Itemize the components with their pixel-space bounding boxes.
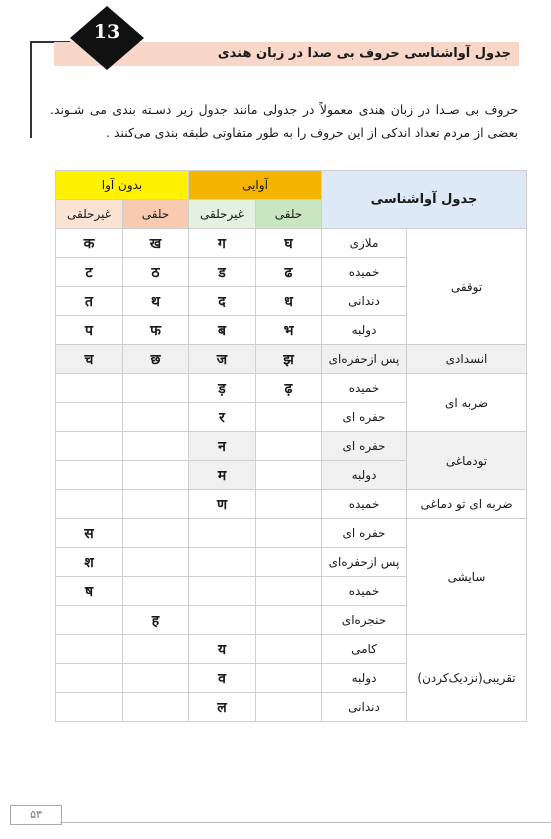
- page-title: جدول آواشناسی حروف بی صدا در زبان هندی: [217, 46, 511, 61]
- letter-cell: [189, 519, 256, 548]
- footer-rule: [60, 822, 551, 823]
- phonetics-table: [55, 170, 527, 722]
- letter-cell: [123, 548, 189, 577]
- place-cell: حنجره‌ای: [322, 606, 407, 635]
- page-number: ۵۳: [30, 808, 42, 821]
- letter-cell: [56, 635, 123, 664]
- letter-cell: र: [189, 403, 256, 432]
- manner-cell: توقفی: [407, 229, 527, 345]
- header-voiced-aspirated: حلقی: [256, 200, 322, 229]
- letter-cell: च: [56, 345, 123, 374]
- letter-cell: प: [56, 316, 123, 345]
- letter-cell: [56, 403, 123, 432]
- letter-cell: ट: [56, 258, 123, 287]
- header-unvoiced-unaspirated: غیرحلقی: [56, 200, 123, 229]
- letter-cell: [256, 693, 322, 722]
- letter-cell: घ: [256, 229, 322, 258]
- letter-cell: [123, 577, 189, 606]
- letter-cell: छ: [123, 345, 189, 374]
- letter-cell: [123, 519, 189, 548]
- manner-cell: ضربه ای تو دماغی: [407, 490, 527, 519]
- letter-cell: [56, 490, 123, 519]
- letter-cell: [189, 606, 256, 635]
- manner-cell: سایشی: [407, 519, 527, 635]
- letter-cell: [256, 490, 322, 519]
- letter-cell: ख: [123, 229, 189, 258]
- place-cell: حفره ای: [322, 519, 407, 548]
- table-row: [56, 432, 527, 461]
- letter-cell: [123, 635, 189, 664]
- place-cell: خمیده: [322, 490, 407, 519]
- letter-cell: ढ़: [256, 374, 322, 403]
- letter-cell: फ: [123, 316, 189, 345]
- letter-cell: [123, 374, 189, 403]
- manner-cell: تقریبی(نزدیک‌کردن): [407, 635, 527, 722]
- letter-cell: द: [189, 287, 256, 316]
- letter-cell: [256, 577, 322, 606]
- letter-cell: ल: [189, 693, 256, 722]
- letter-cell: स: [56, 519, 123, 548]
- place-cell: دندانی: [322, 693, 407, 722]
- letter-cell: [256, 461, 322, 490]
- letter-cell: ड़: [189, 374, 256, 403]
- letter-cell: म: [189, 461, 256, 490]
- letter-cell: [256, 519, 322, 548]
- letter-cell: ग: [189, 229, 256, 258]
- manner-cell: تودماغی: [407, 432, 527, 490]
- table-row: [56, 229, 527, 258]
- intro-paragraph: حروف بی صـدا در زبان هندی معمولاً در جدولی مانند جدول زیر دسـته بندی می شـوند. بعضی از مردم تعداد اندکی از این حروف را به طور متفاوتی طبقه بندی می‌کنند .: [50, 102, 518, 141]
- letter-cell: ढ: [256, 258, 322, 287]
- letter-cell: [56, 432, 123, 461]
- letter-cell: [189, 577, 256, 606]
- chapter-number: 13: [93, 21, 121, 43]
- letter-cell: ध: [256, 287, 322, 316]
- header-voiced: آوایی: [189, 171, 322, 200]
- letter-cell: [56, 693, 123, 722]
- place-cell: ملازی: [322, 229, 407, 258]
- header-unvoiced: بدون آوا: [56, 171, 189, 200]
- letter-cell: [123, 693, 189, 722]
- letter-cell: [56, 461, 123, 490]
- letter-cell: [256, 403, 322, 432]
- table-row: [56, 519, 527, 548]
- letter-cell: ब: [189, 316, 256, 345]
- letter-cell: त: [56, 287, 123, 316]
- table-row: [56, 374, 527, 403]
- letter-cell: [123, 461, 189, 490]
- place-cell: خمیده: [322, 577, 407, 606]
- place-cell: حفره ای: [322, 432, 407, 461]
- letter-cell: य: [189, 635, 256, 664]
- letter-cell: [56, 606, 123, 635]
- letter-cell: [123, 432, 189, 461]
- manner-cell: ضربه ای: [407, 374, 527, 432]
- letter-cell: [256, 432, 322, 461]
- letter-cell: [256, 664, 322, 693]
- place-cell: دندانی: [322, 287, 407, 316]
- letter-cell: ण: [189, 490, 256, 519]
- letter-cell: ह: [123, 606, 189, 635]
- page-number-box: [10, 805, 62, 825]
- letter-cell: ठ: [123, 258, 189, 287]
- letter-cell: ज: [189, 345, 256, 374]
- manner-cell: انسدادی: [407, 345, 527, 374]
- table-row: [56, 490, 527, 519]
- letter-cell: थ: [123, 287, 189, 316]
- letter-cell: ष: [56, 577, 123, 606]
- place-cell: پس ازحفره‌ای: [322, 548, 407, 577]
- table-body: [56, 171, 527, 722]
- letter-cell: [123, 403, 189, 432]
- letter-cell: [123, 490, 189, 519]
- table-row: [56, 635, 527, 664]
- header-unvoiced-aspirated: حلقی: [123, 200, 189, 229]
- place-cell: حفره ای: [322, 403, 407, 432]
- letter-cell: [256, 606, 322, 635]
- header-voiced-unaspirated: غیرحلقی: [189, 200, 256, 229]
- place-cell: دولبه: [322, 316, 407, 345]
- letter-cell: ड: [189, 258, 256, 287]
- place-cell: دولبه: [322, 461, 407, 490]
- letter-cell: श: [56, 548, 123, 577]
- letter-cell: [189, 548, 256, 577]
- letter-cell: व: [189, 664, 256, 693]
- letter-cell: [56, 374, 123, 403]
- place-cell: پس ازحفره‌ای: [322, 345, 407, 374]
- letter-cell: क: [56, 229, 123, 258]
- side-rule: [30, 42, 32, 138]
- letter-cell: [256, 635, 322, 664]
- place-cell: خمیده: [322, 258, 407, 287]
- letter-cell: [56, 664, 123, 693]
- letter-cell: झ: [256, 345, 322, 374]
- place-cell: خمیده: [322, 374, 407, 403]
- table-header-main: جدول آواشناسی: [322, 171, 527, 229]
- letter-cell: न: [189, 432, 256, 461]
- place-cell: کامی: [322, 635, 407, 664]
- place-cell: دولبه: [322, 664, 407, 693]
- letter-cell: [256, 548, 322, 577]
- letter-cell: [123, 664, 189, 693]
- table-row: [56, 345, 527, 374]
- letter-cell: भ: [256, 316, 322, 345]
- chapter-badge: [70, 6, 144, 70]
